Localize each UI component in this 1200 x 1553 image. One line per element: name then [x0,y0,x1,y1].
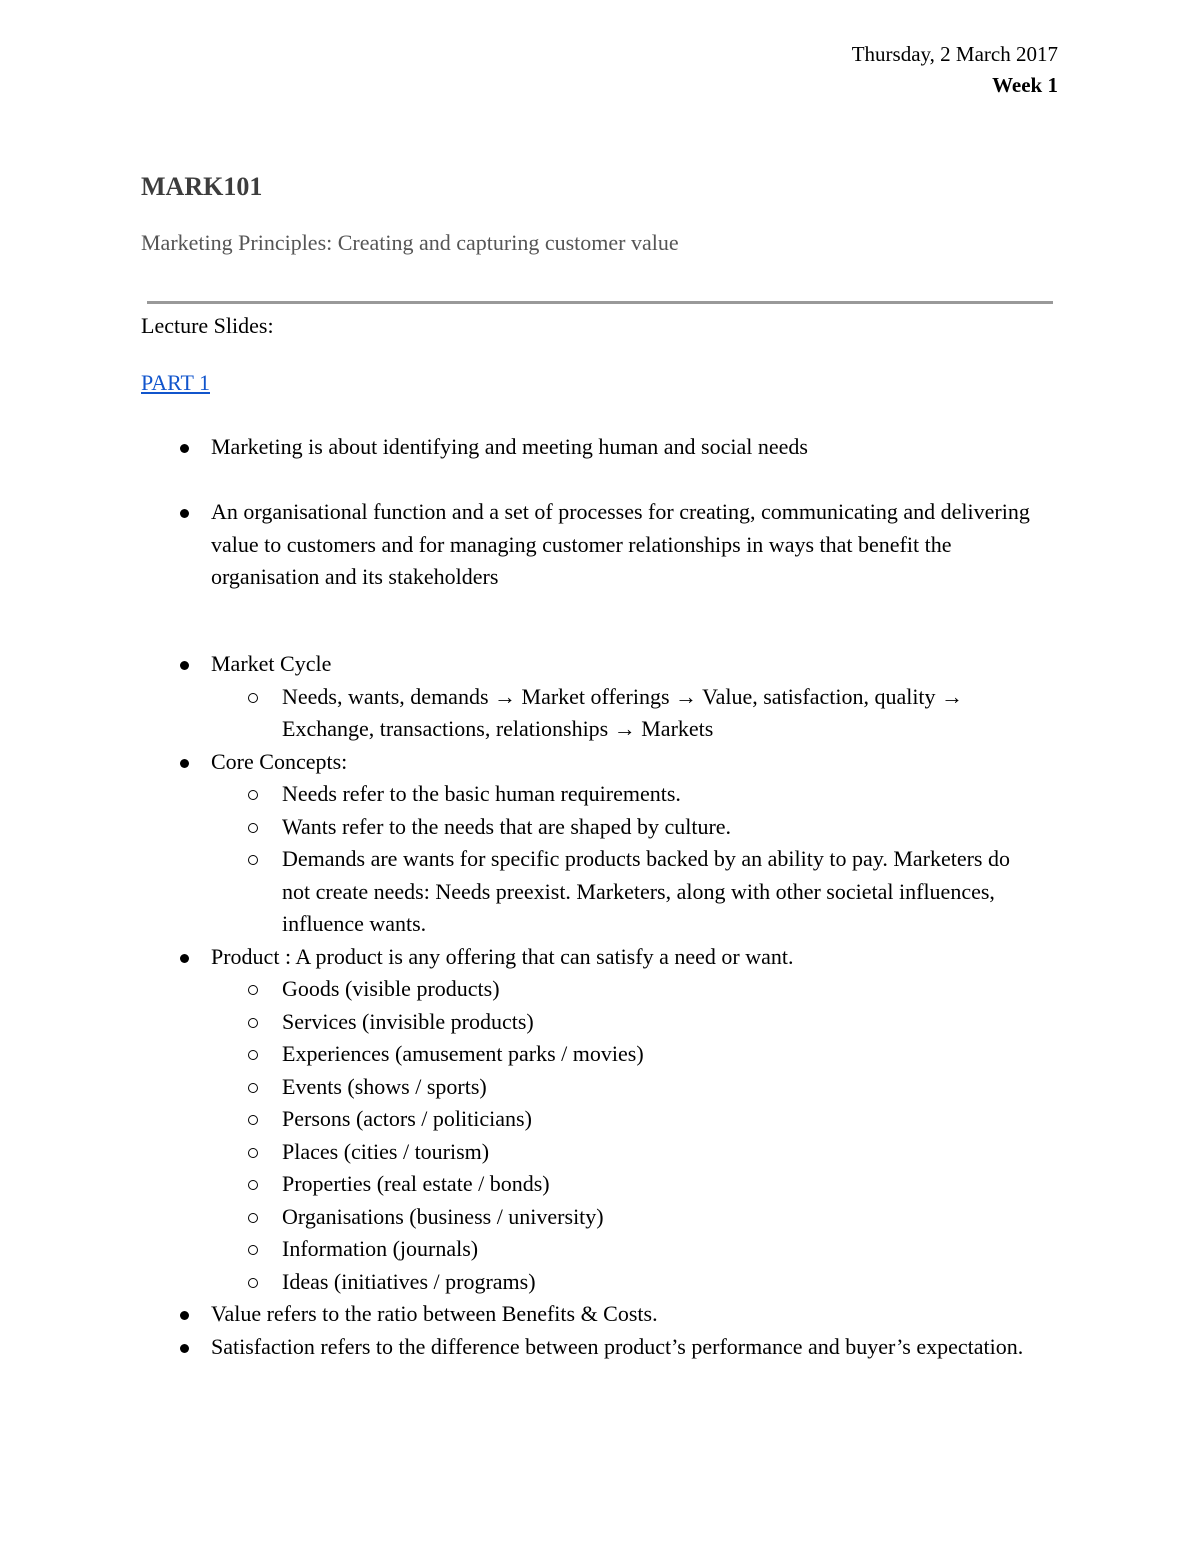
sub-list-item-text: Ideas (initiatives / programs) [282,1268,536,1294]
sub-list-item [0,1233,1200,1266]
list-item [0,496,1200,594]
sub-list-item [0,1103,1200,1136]
sub-list-item-text: Information (journals) [282,1236,479,1261]
hollow-bullet-icon [248,790,258,800]
part-1-link[interactable]: PART 1 [141,370,210,395]
list-item-text: Core Concepts: [211,748,348,774]
hollow-bullet-icon [248,1180,258,1190]
sub-list-item [0,681,1200,746]
sub-list-item-text: Demands are wants for specific products backed by an ability to pay. Marketers do not create needs: Needs preexist. Marketers, along with other societal influences, influence wants. [282,846,1010,936]
sub-list-item [0,843,1200,941]
bullet-icon [180,509,189,518]
horizontal-divider [147,301,1053,304]
sub-list-item [0,1136,1200,1169]
hollow-bullet-icon [248,1148,258,1158]
sub-list-item-text: Needs, wants, demands → Market offerings → Value, satisfaction, quality → Exchange, transactions, relationships → Markets [282,683,964,741]
bullet-icon [180,1344,189,1353]
hollow-bullet-icon [248,985,258,995]
list-item-text: Marketing is about identifying and meeting human and social needs [211,434,808,459]
sub-list-item [0,811,1200,844]
list-item-text: An organisational function and a set of processes for creating, communicating and delivering value to customers and for managing customer relationships in ways that benefit the organisation and its stakeholders [211,499,1030,589]
sub-list-item [0,1201,1200,1234]
list-item [0,431,1200,464]
sub-list-item-text: Wants refer to the needs that are shaped by culture. [282,813,732,839]
header-week: Week 1 [992,73,1058,97]
bullet-icon [180,759,189,768]
course-title: Marketing Principles: Creating and capturing customer value [141,230,679,255]
sub-list-item [0,1168,1200,1201]
sub-list-item [0,1071,1200,1104]
sub-list-item-text: Services (invisible products) [282,1008,534,1034]
course-code: MARK101 [141,172,263,201]
sub-list-item-text: Needs refer to the basic human requirements. [282,781,681,806]
sub-list-item [0,1266,1200,1299]
hollow-bullet-icon [248,1018,258,1028]
hollow-bullet-icon [248,823,258,833]
bullet-icon [180,444,189,453]
list-item-text: Market Cycle [211,651,332,676]
hollow-bullet-icon [248,1245,258,1255]
sub-list-item-text: Organisations (business / university) [282,1203,604,1229]
hollow-bullet-icon [248,1278,258,1288]
list-item [0,1331,1200,1364]
sub-list-item-text: Persons (actors / politicians) [282,1106,532,1131]
sub-list-item [0,973,1200,1006]
section-label: Lecture Slides: [141,313,274,338]
sub-list-item-text: Places (cities / tourism) [282,1138,490,1164]
sub-list-item-text: Properties (real estate / bonds) [282,1171,550,1196]
list-item [0,941,1200,974]
bullet-block-1 [0,431,1200,464]
bullet-icon [180,1311,189,1320]
bullet-icon [180,954,189,963]
bullet-block-3 [0,648,1200,1363]
list-item [0,648,1200,681]
hollow-bullet-icon [248,1083,258,1093]
list-item-text: Satisfaction refers to the difference between product’s performance and buyer’s expectation. [211,1333,1024,1359]
bullet-block-2 [0,496,1200,594]
sub-list-item-text: Experiences (amusement parks / movies) [282,1041,644,1066]
sub-list-item [0,1038,1200,1071]
list-item-text: Product : A product is any offering that can satisfy a need or want. [211,943,794,969]
hollow-bullet-icon [248,1115,258,1125]
hollow-bullet-icon [248,693,258,703]
hollow-bullet-icon [248,1050,258,1060]
sub-list-item [0,1006,1200,1039]
list-item-text: Value refers to the ratio between Benefits & Costs. [211,1301,658,1326]
sub-list-item-text: Events (shows / sports) [282,1073,487,1099]
header-date: Thursday, 2 March 2017 [851,42,1058,66]
list-item [0,746,1200,779]
hollow-bullet-icon [248,855,258,865]
sub-list-item-text: Goods (visible products) [282,976,500,1001]
list-item [0,1298,1200,1331]
hollow-bullet-icon [248,1213,258,1223]
bullet-icon [180,661,189,670]
sub-list-item [0,778,1200,811]
